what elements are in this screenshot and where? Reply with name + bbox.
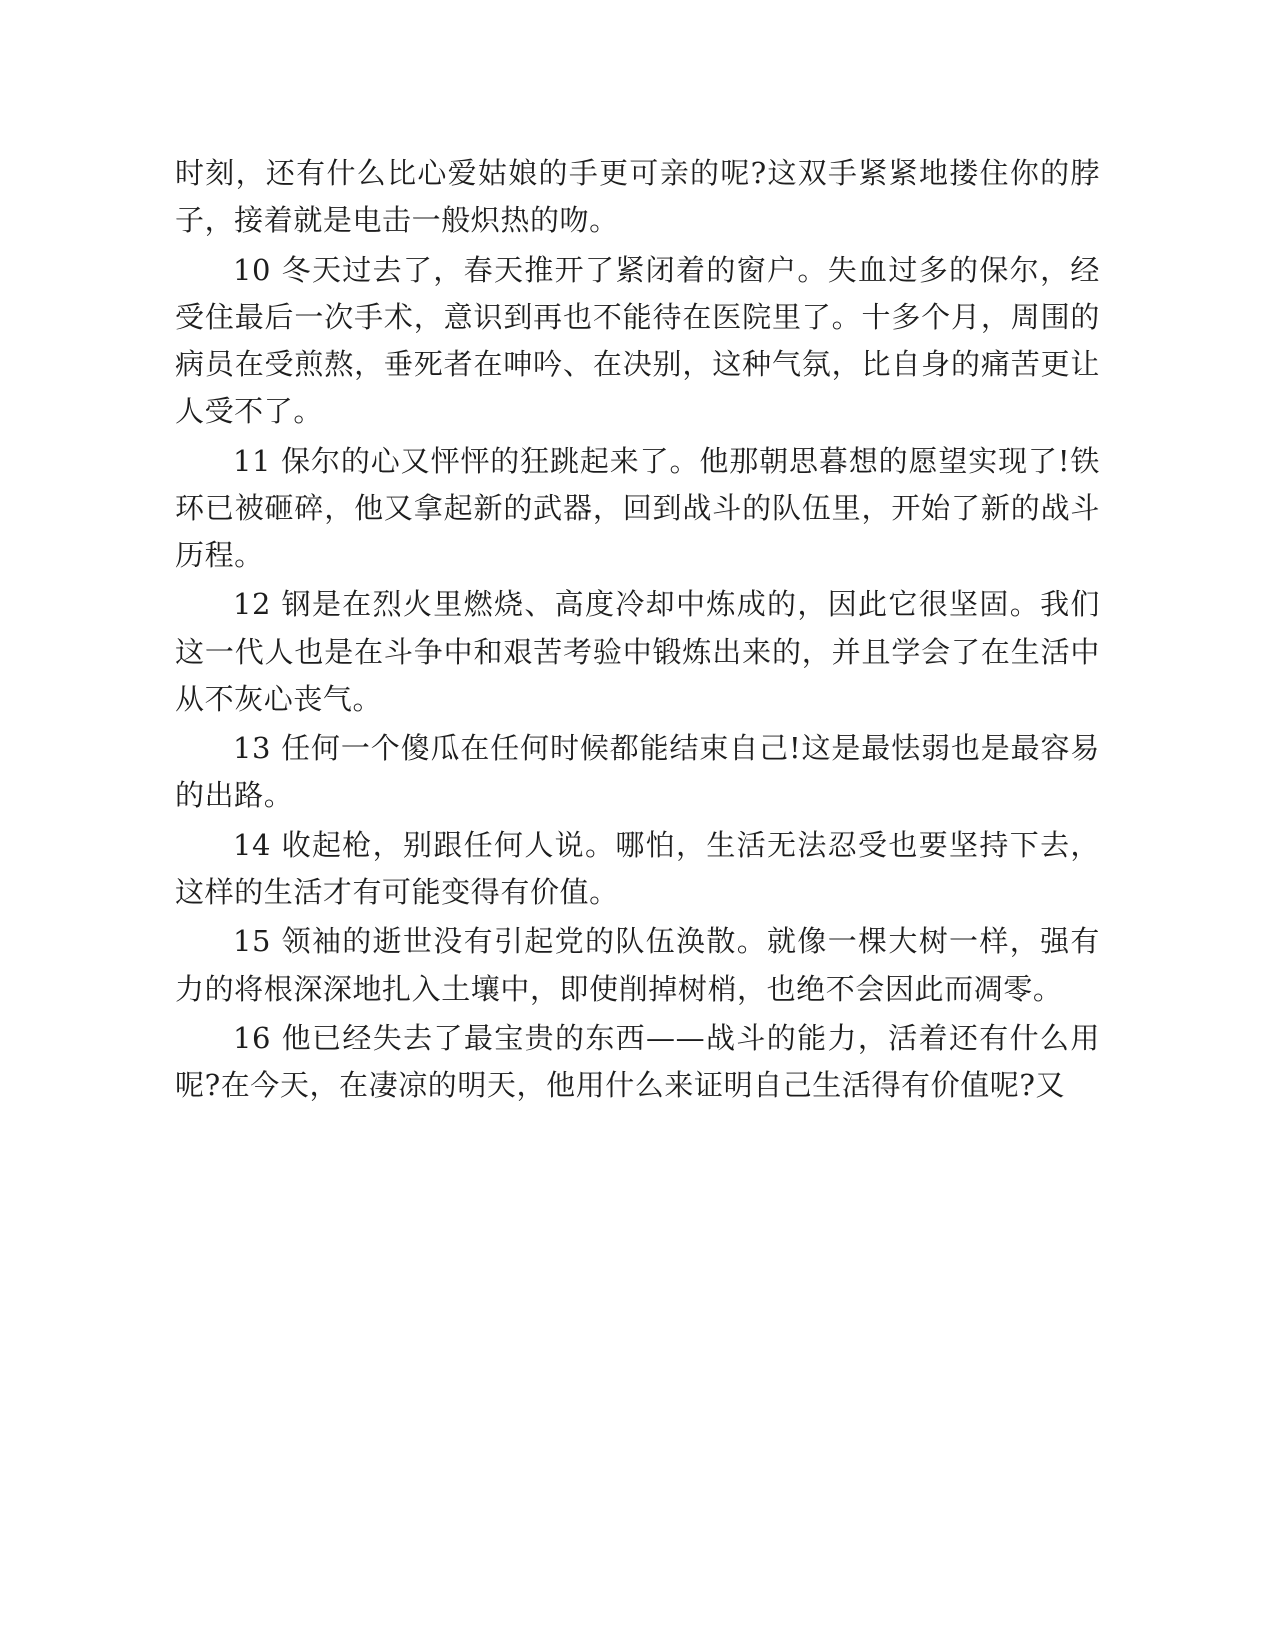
document-body [175, 150, 1100, 1109]
paragraph-11: 11 保尔的心又怦怦的狂跳起来了。他那朝思暮想的愿望实现了!铁环已被砸碎，他又拿起新的武器，回到战斗的队伍里，开始了新的战斗历程。 [175, 443, 1100, 573]
paragraph-14: 14 收起枪，别跟任何人说。哪怕，生活无法忍受也要坚持下去，这样的生活才有可能变得有价值。 [175, 827, 1100, 909]
paragraph-15: 15 领袖的逝世没有引起党的队伍涣散。就像一棵大树一样，强有力的将根深深地扎入土壤中，即使削掉树梢，也绝不会因此而凋零。 [175, 924, 1100, 1006]
paragraph-12: 12 钢是在烈火里燃烧、高度冷却中炼成的，因此它很坚固。我们这一代人也是在斗争中和艰苦考验中锻炼出来的，并且学会了在生活中从不灰心丧气。 [175, 587, 1100, 716]
paragraph-continued: 时刻，还有什么比心爱姑娘的手更可亲的呢?这双手紧紧地搂住你的脖子，接着就是电击一般炽热的吻。 [175, 156, 1100, 238]
paragraph-10: 10 冬天过去了，春天推开了紧闭着的窗户。失血过多的保尔，经受住最后一次手术，意识到再也不能待在医院里了。十多个月，周围的病员在受煎熬，垂死者在呻吟、在决别，这种气氛，比自身的痛苦更让人受不了。 [175, 252, 1100, 429]
paragraph-13: 13 任何一个傻瓜在任何时候都能结束自己!这是最怯弱也是最容易的出路。 [175, 731, 1100, 813]
paragraph-16: 16 他已经失去了最宝贵的东西——战斗的能力，活着还有什么用呢?在今天，在凄凉的明天，他用什么来证明自己生活得有价值呢?又 [175, 1020, 1100, 1103]
